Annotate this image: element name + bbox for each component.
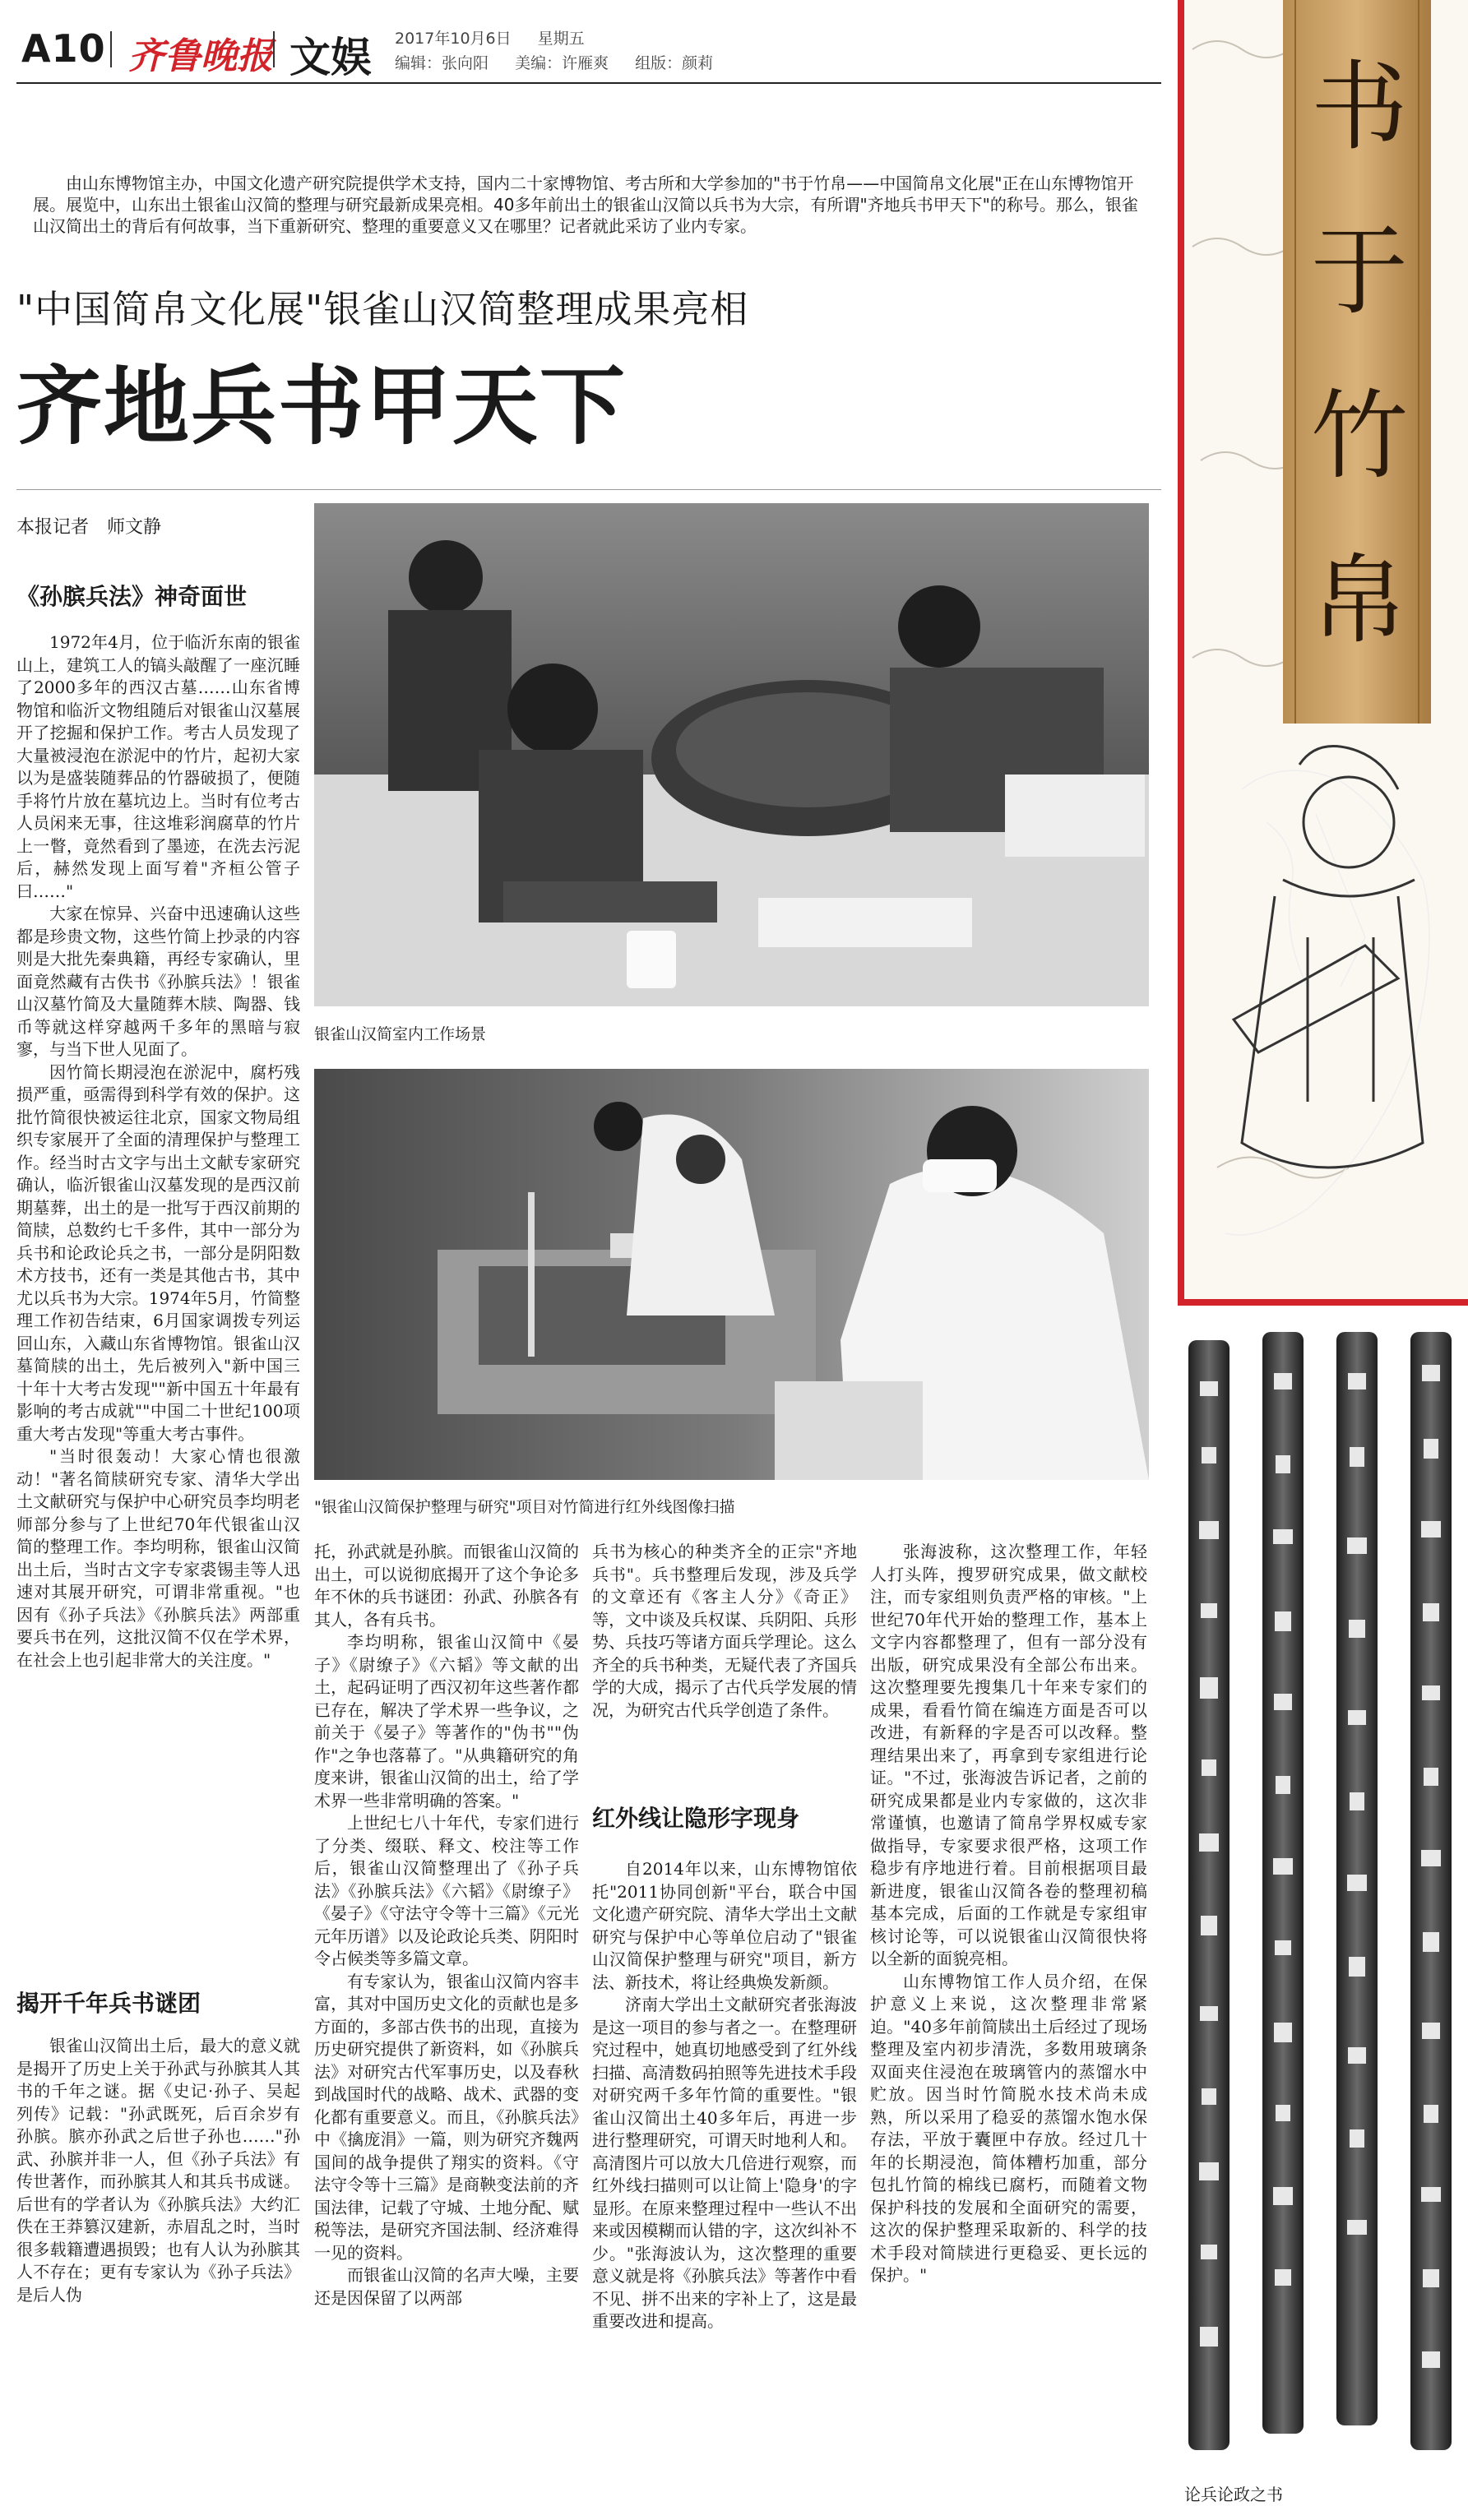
bamboo-slips-drawing: [1172, 1332, 1468, 2458]
paragraph: 大家在惊异、兴奋中迅速确认这些都是珍贵文物，这些竹简上抄录的内容则是大批先秦典籍，再经专家确认，里面竟然藏有古佚书《孙膑兵法》！银雀山汉墓竹简及大量随葬木牍、陶器、钱币等就这样穿越两千多年的黑暗与寂寥，与当下世人见面了。: [16, 904, 300, 1059]
paragraph: 李均明称，银雀山汉简中《晏子》《尉缭子》《六韬》等文献的出土，起码证明了西汉初年这些著作都已存在，解决了学术界一些争议，之前关于《晏子》等著作的"伪书""伪作"之争也落幕了。"从典籍研究的角度来讲，银雀山汉简的出土，给了学术界一些非常明确的答案。": [314, 1632, 579, 1810]
header-divider: [110, 31, 112, 67]
calligraphy-title: 书于竹帛: [1310, 50, 1408, 657]
slip-4: [1410, 1332, 1452, 2450]
paragraph: 上世纪七八十年代，专家们进行了分类、缀联、释文、校注等工作后，银雀山汉简整理出了《孙子兵法》《孙膑兵法》《六韬》《尉缭子》《晏子》《守法守令等十三篇》《元光元年历谱》以及论政论兵类、阴阳时令占候类等多篇文章。: [314, 1813, 579, 1968]
section-name: 文娱: [289, 34, 372, 81]
layout-credit: 组版：颜莉: [635, 54, 714, 72]
photo-lab-work-caption: 银雀山汉简室内工作场景: [314, 1025, 487, 1043]
paragraph: 自2014年以来，山东博物馆依托"2011协同创新"平台，联合中国文化遗产研究院、清华大学出土文献研究与保护中心等单位启动了"银雀山汉简保护整理与研究"项目，新方法、新技术，将让经典焕发新颜。: [592, 1859, 857, 1992]
article-title: 齐地兵书甲天下: [16, 356, 627, 456]
issue-date: 2017年10月6日: [395, 30, 512, 48]
bamboo-slips-image: [1172, 1332, 1468, 2491]
newspaper-logo: 齐鲁晚报: [128, 35, 273, 77]
paragraph: 兵书为核心的种类齐全的正宗"齐地兵书"。兵书整理后发现，涉及兵学的文章还有《客主人分》《奇正》等，文中谈及兵权谋、兵阴阳、兵形势、兵技巧等诸方面兵学理论。这么齐全的兵书种类，无疑代表了齐国兵学的大成，揭示了古代兵学发展的情况，为研究古代兵学创造了条件。: [592, 1542, 857, 1720]
section-heading-3: 红外线让隐形字现身: [592, 1805, 800, 1832]
photo-infrared-scan-image: [314, 1069, 1149, 1480]
paragraph: 济南大学出土文献研究者张海波是这一项目的参与者之一。在整理研究过程中，她真切地感受到了红外线扫描、高清数码拍照等先进技术手段对研究两千多年竹简的重要性。"银雀山汉简出土40多年后，再进一步进行整理研究，可谓天时地利人和。高清图片可以放大几倍进行观察，而红外线扫描则可以让简上'隐身'的字显形。在原来整理过程中一些认不出来或因模糊而认错的字，这次纠补不少。"张海波认为，这次整理的重要意义就是将《孙膑兵法》等著作中看不见、拼不出来的字补上了，这是最重要改进和提高。: [592, 1995, 857, 2331]
paragraph: 有专家认为，银雀山汉简内容丰富，其对中国历史文化的贡献也是多方面的，多部古佚书的出现，直接为历史研究提供了新资料，如《孙膑兵法》对研究古代军事历史，以及春秋到战国时代的战略、战术、武器的变化都有重要意义。而且，《孙膑兵法》中《擒庞涓》一篇，则为研究齐魏两国间的战争提供了翔实的资料。《守法守令等十三篇》是商鞅变法前的齐国法律，记载了守城、土地分配、赋税等法，是研究齐国法制、经济难得一见的资料。: [314, 1971, 579, 2263]
column-1: [16, 631, 300, 1972]
column-3: [592, 1541, 857, 1771]
article-subtitle: "中国简帛文化展"银雀山汉简整理成果亮相: [16, 287, 749, 331]
right-decorative-panel: [1178, 0, 1468, 1306]
photo-infrared-scan: [314, 1069, 1149, 1480]
section-heading-1: 《孙膑兵法》神奇面世: [16, 583, 248, 610]
page-number: A10: [21, 26, 106, 71]
paragraph: 张海波称，这次整理工作，年轻人打头阵，搜罗研究成果，做文献校注，而专家组则负责严格的审核。"上世纪70年代开始的整理工作，基本上文字内容都整理了，但有一部分没有出版，研究成果没有全部公布出来。这次整理要先搜集几十年来专家们的成果，看看竹简在编连方面是否可以改进，有新释的字是否可以改释。整理结果出来了，再拿到专家组进行论证。"不过，张海波告诉记者，之前的研究成果都是业内专家做的，这次非常谨慎，也邀请了简帛学界权威专家做指导，专家要求很严格，这项工作稳步有序地进行着。目前根据项目最新进度，银雀山汉简各卷的整理初稿基本完成，后面的工作就是专家组审核讨论等，可以说银雀山汉简很快将以全新的面貌亮相。: [870, 1542, 1147, 1968]
header-divider: [273, 31, 275, 67]
slip-3: [1336, 1332, 1378, 2425]
column-1b: [16, 2035, 300, 2504]
header-meta: [395, 26, 734, 76]
photo-lab-work: [314, 503, 1149, 1006]
column-3b: [592, 1858, 857, 2508]
paragraph: 1972年4月，位于临沂东南的银雀山上，建筑工人的镐头敲醒了一座沉睡了2000多年的西汉古墓……山东省博物馆和临沂文物组随后对银雀山汉墓展开了挖掘和保护工作。考古人员发现了大量被浸泡在淤泥中的竹片，起初大家以为是盛装随葬品的竹器破损了，便随手将竹片放在墓坑边上。当时有位考古人员闲来无事，往这堆彩润腐草的竹片上一瞥，竟然看到了墨迹，在洗去污泥后，赫然发现上面写着"齐桓公管子曰……": [16, 632, 300, 901]
column-2: [314, 1541, 579, 2507]
photo-lab-work-image: [314, 503, 1149, 1006]
photo-infrared-scan-caption: "银雀山汉简保护整理与研究"项目对竹简进行红外线图像扫描: [314, 1498, 735, 1516]
issue-weekday: 星期五: [537, 30, 585, 48]
byline: 本报记者 师文静: [16, 517, 162, 538]
slip-1: [1188, 1340, 1230, 2450]
paragraph: "当时很轰动！大家心情也很激动！"著名简牍研究专家、清华大学出土文献研究与保护中心研究员李均明老师部分参与了上世纪70年代银雀山汉简的整理工作。李均明称，银雀山汉简出土后，当时古文字专家裘锡圭等人迅速对其展开研究，可谓非常重视。"也因有《孙子兵法》《孙膑兵法》两部重要兵书在列，这批汉简不仅在学术界，在社会上也引起非常大的关注度。": [16, 1446, 300, 1670]
paragraph: 托，孙武就是孙膑。而银雀山汉简的出土，可以说彻底揭开了这个争论多年不休的兵书谜团：孙武、孙膑各有其人，各有兵书。: [314, 1542, 579, 1630]
paragraph: 因竹简长期浸泡在淤泥中，腐朽残损严重，亟需得到科学有效的保护。这批竹简很快被运往北京，国家文物局组织专家展开了全面的清理保护与整理工作。经当时古文字与出土文献专家研究确认，临沂银雀山汉墓发现的是西汉前期墓葬，出土的是一批写于西汉前期的简牍，总数约七千多件，其中一部分为兵书和论政论兵之书，一部分是阴阳数术方技书，还有一类是其他古书，其中尤以兵书为大宗。1974年5月，竹简整理工作初告结束，6月国家调拨专列运回山东，入藏山东省博物馆。银雀山汉墓简牍的出土，先后被列入"新中国三十年十大考古发现""新中国五十年最有影响的考古成就""中国二十世纪100项重大考古发现"等重大考古事件。: [16, 1061, 300, 1444]
paragraph: 而银雀山汉简的名声大噪，主要还是因保留了以两部: [314, 2265, 579, 2308]
editor-credit: 编辑：张向阳: [395, 54, 489, 72]
paragraph: 银雀山汉简出土后，最大的意义就是揭开了历史上关于孙武与孙膑其人其书的千年之谜。据《史记·孙子、吴起列传》记载："孙武既死，后百余岁有孙膑。膑亦孙武之后世子孙也……"孙武、孙膑并非一人，但《孙子兵法》有传世著作，而孙膑其人和其兵书成谜。后世有的学者认为《孙膑兵法》大约汇佚在王莽篡汉建新，赤眉乱之时，当时很多载籍遭遇损毁；也有人认为孙膑其人不存在；更有专家认为《孙子兵法》是后人伪: [16, 2036, 300, 2305]
header-rule: [16, 82, 1161, 84]
slip-2: [1262, 1332, 1304, 2434]
column-4: [870, 1541, 1147, 2507]
paragraph: 山东博物馆工作人员介绍，在保护意义上来说，这次整理非常紧迫。"40多年前简牍出土后经过了现场整理及室内初步清洗，多数用玻璃条双面夹住浸泡在玻璃管内的蒸馏水中贮放。因当时竹简脱水技术尚未成熟，所以采用了稳妥的蒸馏水饱水保存法，平放于囊匣中存放。经过几十年的长期浸泡，简体糟朽加重，部分包扎竹简的棉线已腐朽，而随着文物保护科技的发展和全面研究的需要，这次的保护整理采取新的、科学的技术手段对简牍进行更稳妥、更长远的保护。": [870, 1971, 1147, 2285]
bamboo-slips-caption: 论兵论政之书: [1184, 2485, 1283, 2504]
art-editor-credit: 美编：许雁爽: [515, 54, 609, 72]
section-heading-2: 揭开千年兵书谜团: [16, 1990, 201, 2017]
title-rule: [16, 489, 1161, 490]
lead-paragraph: 由山东博物馆主办，中国文化遗产研究院提供学术支持，国内二十家博物馆、考古所和大学参加的"书于竹帛——中国简帛文化展"正在山东博物馆开展。展览中，山东出土银雀山汉简的整理与研究最新成果亮相。40多年前出土的银雀山汉简以兵书为大宗，有所谓"齐地兵书甲天下"的称号。那么，银雀山汉简出土的背后有何故事，当下重新研究、整理的重要意义又在哪里？记者就此采访了业内专家。: [33, 173, 1138, 236]
